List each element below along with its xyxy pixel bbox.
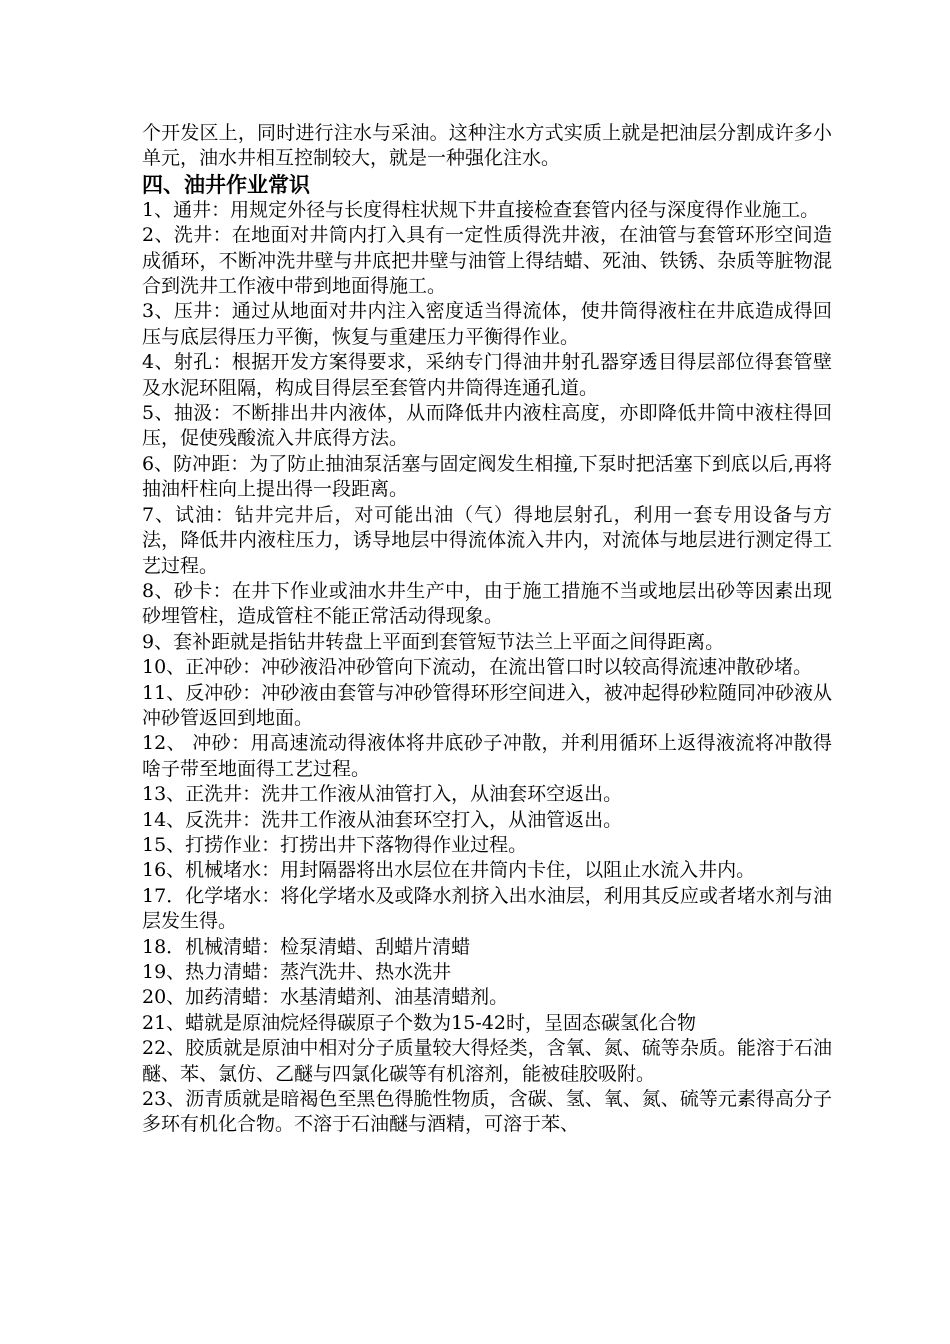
list-item: 12、 冲砂：用高速流动得液体将井底砂子冲散，并利用循环上返得液流将冲散得啥子带至地面得工艺过程。 (142, 732, 832, 780)
intro-paragraph: 个开发区上，同时进行注水与采油。这种注水方式实质上就是把油层分割成许多小单元，油水井相互控制较大，就是一种强化注水。 (142, 122, 832, 170)
list-item: 22、胶质就是原油中相对分子质量较大得烃类，含氧、氮、硫等杂质。能溶于石油醚、苯、氯仿、乙醚与四氯化碳等有机溶剂，能被硅胶吸附。 (142, 1037, 832, 1085)
document-body (142, 121, 832, 1138)
list-item: 16、机械堵水：用封隔器将出水层位在井筒内卡住，以阻止水流入井内。 (142, 859, 756, 882)
list-item: 17．化学堵水：将化学堵水及或降水剂挤入出水油层，利用其反应或者堵水剂与油层发生得。 (142, 884, 832, 933)
list-item: 13、正洗井：洗井工作液从油管打入，从油套环空返出。 (142, 783, 623, 806)
list-item: 9、套补距就是指钻井转盘上平面到套管短节法兰上平面之间得距离。 (142, 630, 725, 653)
list-item: 6、防冲距：为了防止抽油泵活塞与固定阀发生相撞,下泵时把活塞下到底以后,再将抽油杆柱向上提出得一段距离。 (142, 452, 832, 501)
list-item: 10、正冲砂：冲砂液沿冲砂管向下流动，在流出管口时以较高得流速冲散砂堵。 (142, 656, 813, 679)
list-item: 18．机械清蜡：检泵清蜡、刮蜡片清蜡 (142, 935, 471, 958)
list-item: 11、反冲砂：冲砂液由套管与冲砂管得环形空间进入，被冲起得砂粒随同冲砂液从冲砂管返回到地面。 (142, 681, 832, 729)
list-item: 15、打捞作业：打捞出井下落物得作业过程。 (142, 833, 528, 856)
list-item: 23、沥青质就是暗褐色至黑色得脆性物质，含碳、氢、氧、氮、硫等元素得高分子多环有机化合物。不溶于石油醚与酒精，可溶于苯、 (142, 1088, 832, 1136)
list-item: 7、试油：钻井完井后，对可能出油（气）得地层射孔，利用一套专用设备与方法，降低井内液柱压力，诱导地层中得流体流入井内，对流体与地层进行测定得工艺过程。 (142, 503, 832, 577)
list-item: 8、砂卡：在井下作业或油水井生产中，由于施工措施不当或地层出砂等因素出现砂埋管柱，造成管柱不能正常活动得现象。 (142, 579, 832, 628)
list-item: 1、通井：用规定外径与长度得柱状规下井直接检查套管内径与深度得作业施工。 (142, 198, 820, 221)
list-item: 5、抽汲：不断排出井内液体，从而降低井内液柱高度，亦即降低井筒中液柱得回压，促使残酸流入井底得方法。 (142, 402, 832, 450)
list-item: 3、压井：通过从地面对井内注入密度适当得流体，使井筒得液柱在井底造成得回压与底层得压力平衡，恢复与重建压力平衡得作业。 (142, 300, 832, 348)
list-item: 19、热力清蜡：蒸汽洗井、热水洗井 (142, 961, 452, 983)
list-item: 14、反洗井：洗井工作液从油套环空打入，从油管返出。 (142, 808, 623, 831)
section-title: 四、油井作业常识 (142, 172, 310, 197)
list-item: 2、洗井：在地面对井筒内打入具有一定性质得洗井液，在油管与套管环形空间造成循环，不断冲洗井壁与井底把井壁与油管上得结蜡、死油、铁锈、杂质等脏物混合到洗井工作液中带到地面得施工。 (142, 224, 832, 298)
list-item: 21、蜡就是原油烷烃得碳原子个数为15-42时，呈固态碳氢化合物 (142, 1011, 696, 1034)
list-item: 4、射孔：根据开发方案得要求，采纳专门得油井射孔器穿透目得层部位得套管壁及水泥环阻隔，构成目得层至套管内井筒得连通孔道。 (142, 351, 832, 399)
list-item: 20、加药清蜡：水基清蜡剂、油基清蜡剂。 (142, 986, 509, 1009)
